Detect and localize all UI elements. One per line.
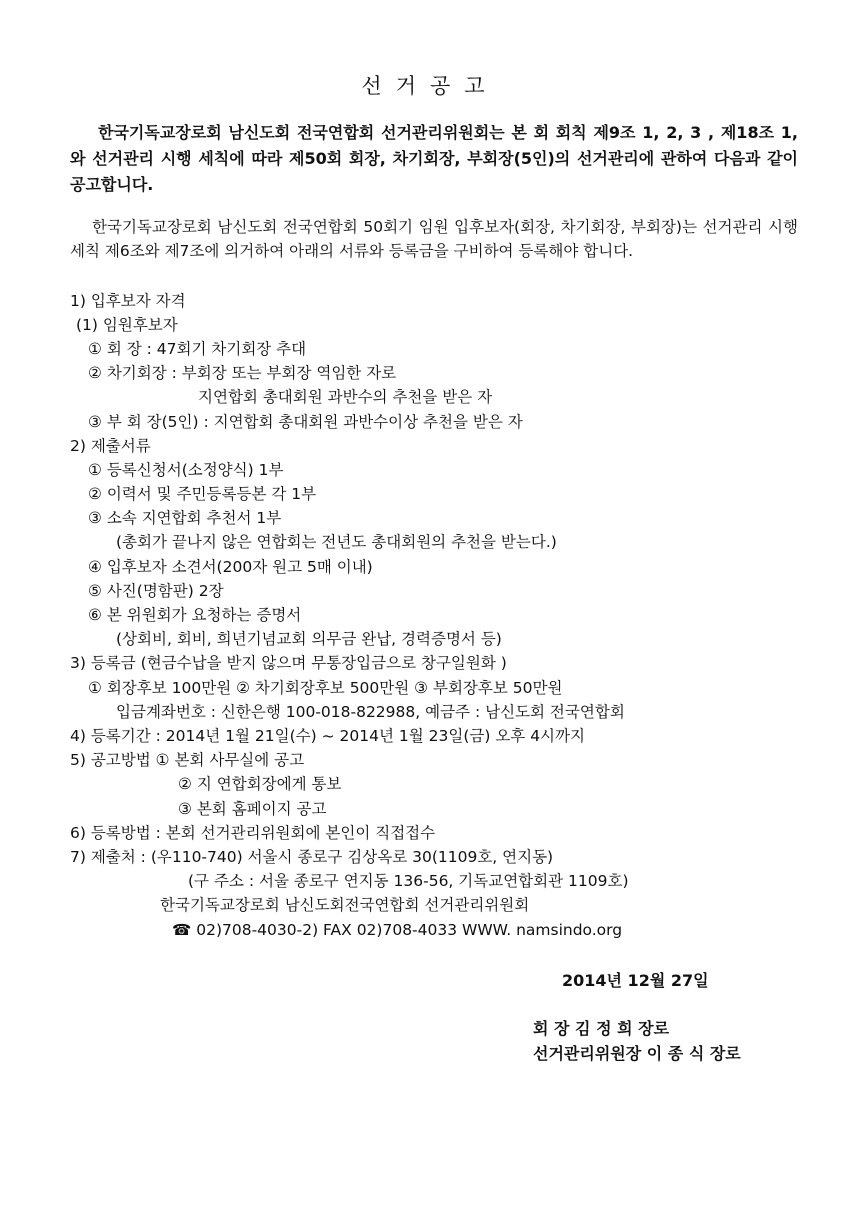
page-title: 선거공고 — [361, 74, 499, 98]
subsection-heading: (1) 임원후보자 — [76, 316, 178, 334]
list-item: ② 지 연합회장에게 통보 — [178, 775, 342, 793]
list-item: ③ 본회 홈페이지 공고 — [178, 800, 327, 818]
section-6-heading: 6) 등록방법 : 본회 선거관리위원회에 본인이 직접접수 — [70, 824, 436, 842]
notice-date: 2014년 12월 27일 — [562, 971, 709, 990]
body-paragraph: 한국기독교장로회 남신도회 전국연합회 50회기 임원 입후보자(회장, 차기회장, 부회장)는 선거관리 시행 세칙 제6조와 제7조에 의거하여 아래의 서류와 등록금을 구비하여 등록해야 합니다. — [70, 218, 798, 260]
organization-name: 한국기독교장로회 남신도회전국연합회 선거관리위원회 — [160, 896, 530, 914]
list-item: ① 회 장 : 47회기 차기회장 추대 — [88, 340, 307, 358]
list-item: ① 등록신청서(소정양식) 1부 — [88, 461, 284, 479]
list-item: ② 차기회장 : 부회장 또는 부회장 역임한 자로 — [88, 364, 397, 382]
signature-president: 회 장 김 정 희 장로 — [533, 1019, 670, 1038]
list-item: ⑤ 사진(명함판) 2장 — [88, 582, 224, 600]
list-item-note: (상회비, 회비, 희년기념교회 의무금 완납, 경력증명서 등) — [116, 630, 502, 648]
list-item-continuation: 지연합회 총대회원 과반수의 추천을 받은 자 — [198, 388, 493, 406]
intro-paragraph: 한국기독교장로회 남신도회 전국연합회 선거관리위원회는 본 회 회칙 제9조 1, 2, 3 , 제18조 1,와 선거관리 시행 세칙에 따라 제50회 회장, 차기회장, 부회장(5인)의 선거관리에 관하여 다음과 같이 공고합니다. — [70, 123, 798, 194]
list-item: ④ 입후보자 소견서(200자 원고 5매 이내) — [88, 558, 373, 576]
signature-election-chair: 선거관리위원장 이 종 식 장로 — [533, 1044, 741, 1063]
list-item: ⑥ 본 위원회가 요청하는 증명서 — [88, 606, 302, 624]
section-3-heading: 3) 등록금 (현금수납을 받지 않으며 무통장입금으로 창구일원화 ) — [70, 654, 507, 672]
section-2-heading: 2) 제출서류 — [70, 437, 151, 455]
fee-list: ① 회장후보 100만원 ② 차기회장후보 500만원 ③ 부회장후보 50만원 — [88, 679, 563, 697]
bank-account: 입금계좌번호 : 신한은행 100-018-822988, 예금주 : 남신도회 전국연합회 — [116, 703, 625, 721]
list-item: ③ 부 회 장(5인) : 지연합회 총대회원 과반수이상 추천을 받은 자 — [88, 413, 523, 431]
section-7-heading: 7) 제출처 : (우110-740) 서울시 종로구 김상옥로 30(1109호, 연지동) — [70, 848, 554, 866]
list-item-note: (총회가 끝나지 않은 연합회는 전년도 총대회원의 추천을 받는다.) — [116, 533, 557, 551]
contact-info: ☎ 02)708-4030-2) FAX 02)708-4033 WWW. namsindo.org — [172, 921, 623, 939]
section-4-heading: 4) 등록기간 : 2014년 1월 21일(수) ~ 2014년 1월 23일(금) 오후 4시까지 — [70, 727, 585, 745]
section-5-heading: 5) 공고방법 ① 본회 사무실에 공고 — [70, 751, 305, 769]
old-address: (구 주소 : 서울 종로구 연지동 136-56, 기독교연합회관 1109호) — [188, 872, 629, 890]
section-1-heading: 1) 입후보자 자격 — [70, 292, 186, 310]
list-item: ② 이력서 및 주민등록등본 각 1부 — [88, 485, 317, 503]
list-item: ③ 소속 지연합회 추천서 1부 — [88, 509, 282, 527]
